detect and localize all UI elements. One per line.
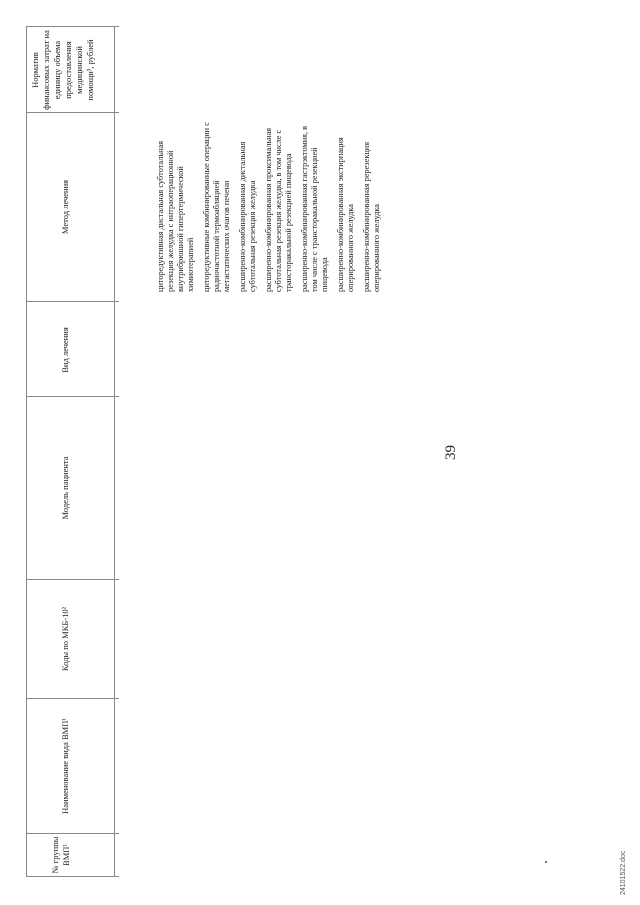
list-item: расширенно-комбинированная ререзекция оперированного желудка <box>362 141 381 292</box>
header-vmp-name: Наименование вида ВМП¹ <box>60 718 70 814</box>
col-divider-6 <box>26 112 119 113</box>
list-item: расширенно-комбинированная экстирпация оперированного желудка <box>336 137 355 292</box>
header-patient-model: Модель пациента <box>60 456 70 520</box>
table-top-border <box>26 27 27 877</box>
list-item: циторедуктивные комбинированные операции с радиочастотной термоабляцией метастатических очагов печени <box>202 122 231 292</box>
header-treatment-type: Вид лечения <box>60 327 70 373</box>
col-divider-5 <box>26 301 119 302</box>
col-divider-4 <box>26 396 119 397</box>
col-divider-1 <box>26 833 119 834</box>
list-item: циторедуктивная дистальная субтотальная резекция желудка с интраоперационной внутрибрюшной гипертермической химиотерапией <box>156 140 195 292</box>
col-divider-2 <box>26 698 119 699</box>
header-icd-codes: Коды по МКБ-10² <box>60 606 70 672</box>
scan-dot <box>545 861 547 863</box>
col-divider-3 <box>26 579 119 580</box>
footer-filename: 24101522.doc <box>620 850 627 895</box>
header-group-number: № группы ВМП¹ <box>50 836 71 874</box>
col-divider-0 <box>26 876 119 877</box>
page-number: 39 <box>443 445 459 460</box>
header-bottom-border <box>114 27 115 877</box>
list-item: расширенно-комбинированная гастрэктомия, в том числе с трансторакальной резекцией пищевода <box>300 125 329 292</box>
treatment-methods-list <box>156 122 388 292</box>
list-item: расширенно-комбинированная дистальная субтотальная резекция желудка <box>238 141 257 292</box>
list-item: расширенно-комбинированная проксимальная субтотальная резекция желудка, в том числе с трансторакальной резекцией пищевода <box>264 127 293 292</box>
header-treatment-method: Метод лечения <box>60 179 70 235</box>
header-cost-norm: Норматив финансовых затрат на единицу объема предоставления медицинской помощи³, рублей <box>30 30 95 110</box>
col-divider-7 <box>26 26 119 27</box>
